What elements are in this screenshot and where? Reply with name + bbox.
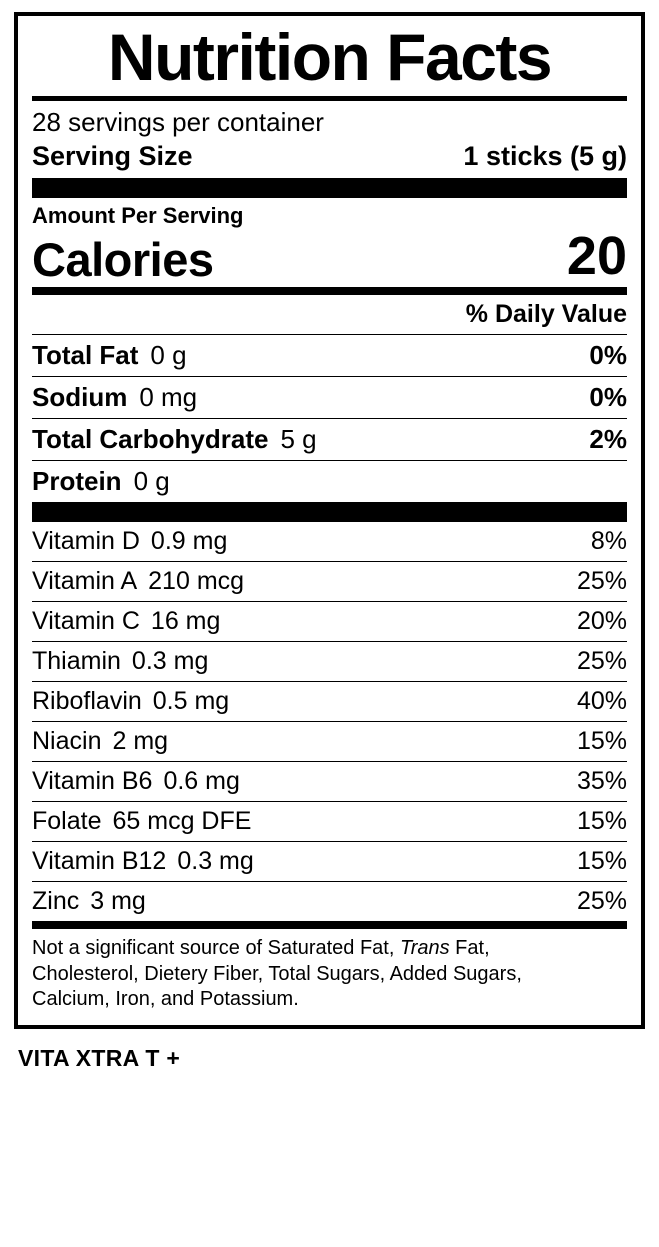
vitamin-name: Thiamin xyxy=(32,647,121,676)
vitamin-amount: 0.5 mg xyxy=(152,687,230,716)
nutrient-amount: 0 g xyxy=(150,340,187,371)
vitamin-dv: 15% xyxy=(576,807,627,836)
vitamin-name: Vitamin A xyxy=(32,567,138,596)
table-row xyxy=(32,882,627,921)
vitamin-amount: 2 mg xyxy=(112,727,169,756)
nutrient-dv: 2% xyxy=(589,424,627,455)
serving-size-row xyxy=(32,140,627,178)
table-row xyxy=(32,762,627,801)
footnote-text-part1: Not a significant source of Saturated Fat, xyxy=(32,937,400,960)
vitamin-amount: 65 mcg DFE xyxy=(112,807,252,836)
vitamin-dv: 25% xyxy=(576,887,627,916)
nutrient-amount: 0 mg xyxy=(139,382,198,413)
nutrient-dv: 0% xyxy=(589,382,627,413)
divider-thick-vitamins xyxy=(32,502,627,522)
vitamin-dv: 40% xyxy=(576,687,627,716)
page-title: Nutrition Facts xyxy=(107,20,552,94)
vitamin-name: Niacin xyxy=(32,727,102,756)
table-row xyxy=(32,642,627,681)
vitamin-amount: 3 mg xyxy=(90,887,146,916)
nutrient-amount: 0 g xyxy=(133,466,170,497)
nutrient-name: Protein xyxy=(32,466,122,497)
nutrient-name: Sodium xyxy=(32,382,128,413)
vitamin-amount: 0.6 mg xyxy=(163,767,240,796)
table-row xyxy=(32,562,627,601)
calories-row xyxy=(32,226,627,287)
vitamin-dv: 20% xyxy=(576,607,627,636)
vitamin-amount: 0.3 mg xyxy=(131,647,209,676)
footnote-text-part2: Fat, xyxy=(449,937,490,960)
nutrition-facts-panel xyxy=(14,12,645,1029)
vitamin-dv: 35% xyxy=(576,767,627,796)
table-row xyxy=(32,377,627,418)
vitamin-amount: 0.3 mg xyxy=(177,847,254,876)
vitamin-name: Riboflavin xyxy=(32,687,142,716)
divider-above-footnote xyxy=(32,921,627,929)
vitamin-amount: 16 mg xyxy=(150,607,221,636)
table-row xyxy=(32,842,627,881)
table-row xyxy=(32,602,627,641)
table-row xyxy=(32,419,627,460)
amount-per-serving-label: Amount Per Serving xyxy=(32,203,244,229)
serving-size-value: 1 sticks (5 g) xyxy=(463,141,627,172)
table-row xyxy=(32,522,627,561)
divider-thick-top xyxy=(32,178,627,198)
table-row xyxy=(32,335,627,376)
nutrient-amount: 5 g xyxy=(280,424,317,455)
nutrient-name: Total Fat xyxy=(32,340,139,371)
nutrient-name: Total Carbohydrate xyxy=(32,424,269,455)
table-row xyxy=(32,682,627,721)
vitamin-dv: 25% xyxy=(576,647,627,676)
vitamin-name: Folate xyxy=(32,807,102,836)
table-row xyxy=(32,461,627,502)
daily-value-header: % Daily Value xyxy=(465,300,627,329)
nutrient-dv: 0% xyxy=(589,340,627,371)
vitamin-name: Vitamin B12 xyxy=(32,847,167,876)
table-row xyxy=(32,802,627,841)
footnote-line-3: Calcium, Iron, and Potassium. xyxy=(32,988,299,1011)
footnote-line-2: Cholesterol, Dietery Fiber, Total Sugars, Added Sugars, xyxy=(32,962,522,985)
vitamin-name: Vitamin C xyxy=(32,607,140,636)
servings-per-container: 28 servings per container xyxy=(32,107,324,137)
vitamin-amount: 0.9 mg xyxy=(150,527,228,556)
calories-value: 20 xyxy=(566,226,627,287)
footnote xyxy=(32,929,627,1015)
footnote-italic-trans: Trans xyxy=(399,937,450,960)
brand-name: VITA XTRA T + xyxy=(18,1044,181,1071)
vitamin-name: Vitamin B6 xyxy=(32,767,153,796)
vitamin-dv: 15% xyxy=(576,847,627,876)
serving-size-label: Serving Size xyxy=(32,141,193,172)
calories-label: Calories xyxy=(32,233,214,287)
vitamin-amount: 210 mcg xyxy=(148,567,245,596)
vitamin-name: Zinc xyxy=(32,887,80,916)
vitamin-dv: 8% xyxy=(590,527,627,556)
vitamin-dv: 25% xyxy=(576,567,627,596)
divider-under-calories xyxy=(32,287,627,295)
vitamin-name: Vitamin D xyxy=(32,527,140,556)
vitamin-dv: 15% xyxy=(576,727,627,756)
table-row xyxy=(32,722,627,761)
